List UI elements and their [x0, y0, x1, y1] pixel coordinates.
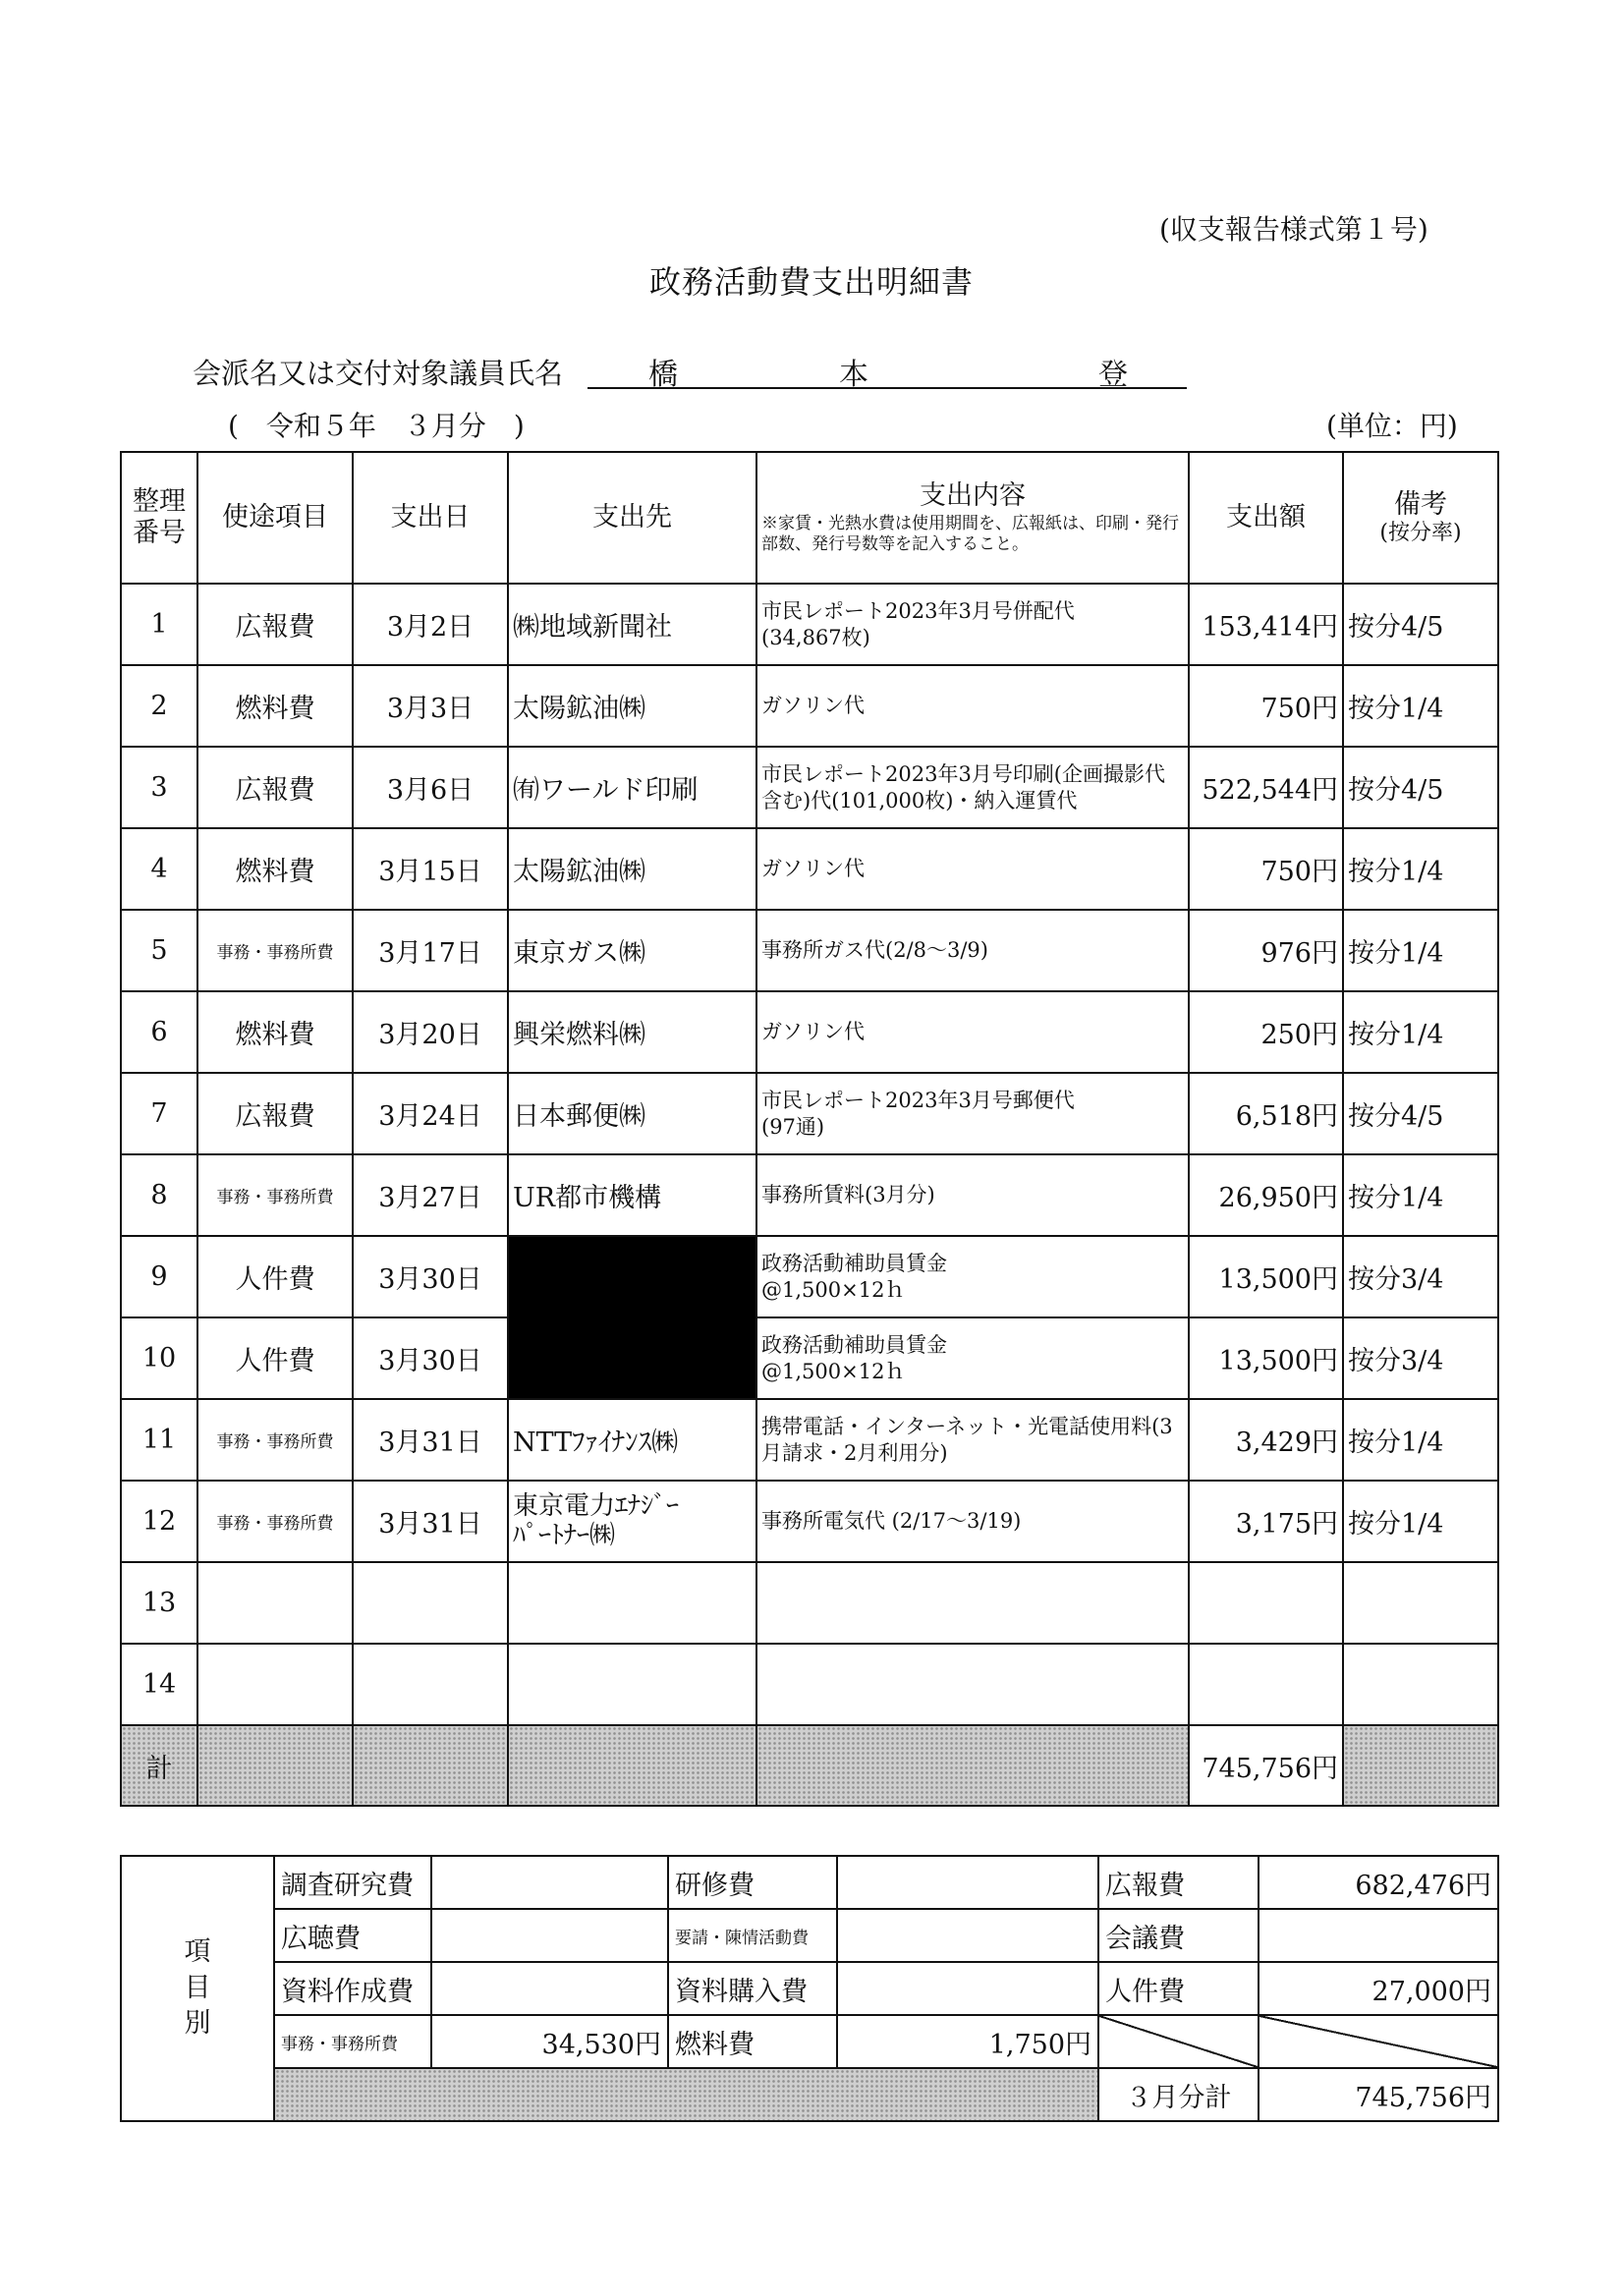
month-total-label: ３月分計 — [1098, 2068, 1259, 2121]
redacted-payee — [508, 1317, 756, 1399]
row-category: 事務・事務所費 — [197, 1154, 353, 1236]
row-payee: 太陽鉱油㈱ — [508, 665, 756, 747]
row-date: 3月30日 — [353, 1317, 508, 1399]
header-category: 使途項目 — [197, 452, 353, 584]
training-amount — [837, 1856, 1098, 1909]
header-content-title: 支出内容 — [920, 479, 1026, 511]
row-category: 燃料費 — [197, 828, 353, 910]
row-remarks: 按分3/4 — [1343, 1236, 1498, 1317]
row-payee: 東京電力ｴﾅｼﾞｰ ﾊﾟｰﾄﾅｰ㈱ — [508, 1481, 756, 1562]
row-category: 人件費 — [197, 1317, 353, 1399]
form-number: (収支報告様式第１号) — [1159, 213, 1428, 246]
summary-table — [120, 1855, 1499, 2122]
row-category: 人件費 — [197, 1236, 353, 1317]
row-amount: 6,518円 — [1189, 1073, 1343, 1154]
unit-label: (単位：円) — [1326, 410, 1458, 442]
row-category: 事務・事務所費 — [197, 910, 353, 991]
table-row — [121, 1073, 1498, 1154]
header-remarks — [1343, 452, 1498, 584]
summary-row — [121, 1962, 1498, 2015]
meeting-amount — [1259, 1909, 1498, 1962]
row-content: ガソリン代 — [756, 991, 1189, 1073]
row-payee: UR都市機構 — [508, 1154, 756, 1236]
pr-amount: 682,476円 — [1259, 1856, 1498, 1909]
row-amount: 3,429円 — [1189, 1399, 1343, 1481]
row-payee: 東京ガス㈱ — [508, 910, 756, 991]
materials-buy-label: 資料購入費 — [668, 1962, 837, 2015]
summary-row — [121, 1856, 1498, 1909]
row-number: 3 — [121, 747, 197, 828]
redacted-payee — [508, 1236, 756, 1317]
row-category — [197, 1562, 353, 1644]
row-date: 3月15日 — [353, 828, 508, 910]
materials-buy-amount — [837, 1962, 1098, 2015]
header-number: 整理番号 — [121, 452, 197, 584]
header-payee: 支出先 — [508, 452, 756, 584]
personnel-amount: 27,000円 — [1259, 1962, 1498, 2015]
office-label: 事務・事務所費 — [274, 2015, 431, 2068]
table-row — [121, 1154, 1498, 1236]
blank-slashed-cell — [1259, 2015, 1498, 2068]
hearing-label: 広聴費 — [274, 1909, 431, 1962]
row-content — [756, 1562, 1189, 1644]
row-amount: 13,500円 — [1189, 1236, 1343, 1317]
blank-slashed-cell — [1098, 2015, 1259, 2068]
table-row — [121, 910, 1498, 991]
row-category: 燃料費 — [197, 991, 353, 1073]
row-number: 9 — [121, 1236, 197, 1317]
table-row — [121, 747, 1498, 828]
pr-label: 広報費 — [1098, 1856, 1259, 1909]
total-label: 計 — [121, 1725, 197, 1806]
table-row — [121, 1562, 1498, 1644]
document-title: 政務活動費支出明細書 — [648, 263, 974, 301]
row-content: 政務活動補助員賃金 @1,500×12ｈ — [756, 1236, 1189, 1317]
materials-make-amount — [431, 1962, 668, 2015]
row-number: 5 — [121, 910, 197, 991]
row-content: 市民レポート2023年3月号郵便代 (97通) — [756, 1073, 1189, 1154]
member-name-part: 本 — [839, 358, 868, 392]
total-amount: 745,756円 — [1189, 1725, 1343, 1806]
row-date: 3月31日 — [353, 1481, 508, 1562]
table-header-row — [121, 452, 1498, 584]
row-number: 10 — [121, 1317, 197, 1399]
row-content: 事務所ガス代(2/8～3/9) — [756, 910, 1189, 991]
row-amount: 750円 — [1189, 665, 1343, 747]
row-remarks: 按分4/5 — [1343, 584, 1498, 665]
summary-row — [121, 2068, 1498, 2121]
member-name-part: 橋 — [648, 358, 678, 392]
row-number: 7 — [121, 1073, 197, 1154]
personnel-label: 人件費 — [1098, 1962, 1259, 2015]
shaded-cell — [756, 1725, 1189, 1806]
row-content: 携帯電話・インターネット・光電話使用料(3月請求・2月利用分) — [756, 1399, 1189, 1481]
research-amount — [431, 1856, 668, 1909]
row-date: 3月3日 — [353, 665, 508, 747]
row-date: 3月20日 — [353, 991, 508, 1073]
row-category: 広報費 — [197, 584, 353, 665]
row-amount: 250円 — [1189, 991, 1343, 1073]
row-remarks: 按分1/4 — [1343, 1154, 1498, 1236]
row-date: 3月31日 — [353, 1399, 508, 1481]
row-payee — [508, 1644, 756, 1725]
row-remarks: 按分1/4 — [1343, 828, 1498, 910]
member-name-underline — [588, 387, 1187, 389]
row-payee — [508, 1562, 756, 1644]
row-amount: 750円 — [1189, 828, 1343, 910]
row-remarks: 按分1/4 — [1343, 1481, 1498, 1562]
row-number: 8 — [121, 1154, 197, 1236]
row-amount: 976円 — [1189, 910, 1343, 991]
row-content: ガソリン代 — [756, 828, 1189, 910]
row-category: 広報費 — [197, 1073, 353, 1154]
header-remarks-title: 備考 — [1394, 488, 1447, 520]
row-remarks: 按分1/4 — [1343, 991, 1498, 1073]
row-payee: NTTﾌｧｲﾅﾝｽ㈱ — [508, 1399, 756, 1481]
row-number: 6 — [121, 991, 197, 1073]
row-date: 3月30日 — [353, 1236, 508, 1317]
row-number: 14 — [121, 1644, 197, 1725]
table-row — [121, 665, 1498, 747]
office-amount: 34,530円 — [431, 2015, 668, 2068]
header-content — [756, 452, 1189, 584]
header-amount: 支出額 — [1189, 452, 1343, 584]
table-row — [121, 1644, 1498, 1725]
row-amount: 522,544円 — [1189, 747, 1343, 828]
summary-side-label: 項 目 別 — [121, 1856, 274, 2121]
row-date: 3月24日 — [353, 1073, 508, 1154]
month-total-amount: 745,756円 — [1259, 2068, 1498, 2121]
row-amount: 3,175円 — [1189, 1481, 1343, 1562]
row-content: 市民レポート2023年3月号印刷(企画撮影代含む)代(101,000枚)・納入運賃代 — [756, 747, 1189, 828]
shaded-cell — [508, 1725, 756, 1806]
row-payee: ㈱地域新聞社 — [508, 584, 756, 665]
petition-amount — [837, 1909, 1098, 1962]
row-date: 3月17日 — [353, 910, 508, 991]
row-number: 13 — [121, 1562, 197, 1644]
row-date: 3月6日 — [353, 747, 508, 828]
row-payee: 日本郵便㈱ — [508, 1073, 756, 1154]
header-content-note: ※家賃・光熱水費は使用期間を、広報紙は、印刷・発行部数、発行号数等を記入すること。 — [761, 513, 1179, 555]
materials-make-label: 資料作成費 — [274, 1962, 431, 2015]
member-label: 会派名又は交付対象議員氏名 — [193, 357, 564, 390]
row-remarks: 按分3/4 — [1343, 1317, 1498, 1399]
total-row — [121, 1725, 1498, 1806]
table-row — [121, 1399, 1498, 1481]
row-amount: 13,500円 — [1189, 1317, 1343, 1399]
table-row — [121, 828, 1498, 910]
shaded-cell — [274, 2068, 1098, 2121]
row-number: 4 — [121, 828, 197, 910]
summary-row — [121, 1909, 1498, 1962]
row-number: 2 — [121, 665, 197, 747]
row-content: 市民レポート2023年3月号併配代 (34,867枚) — [756, 584, 1189, 665]
table-row — [121, 1236, 1498, 1317]
petition-label: 要請・陳情活動費 — [668, 1909, 837, 1962]
row-payee: ㈲ワールド印刷 — [508, 747, 756, 828]
row-category: 燃料費 — [197, 665, 353, 747]
row-content: 政務活動補助員賃金 @1,500×12ｈ — [756, 1317, 1189, 1399]
research-label: 調査研究費 — [274, 1856, 431, 1909]
row-payee: 太陽鉱油㈱ — [508, 828, 756, 910]
meeting-label: 会議費 — [1098, 1909, 1259, 1962]
member-name-part: 登 — [1098, 358, 1128, 392]
row-date — [353, 1562, 508, 1644]
row-date: 3月2日 — [353, 584, 508, 665]
fuel-label: 燃料費 — [668, 2015, 837, 2068]
row-remarks — [1343, 1562, 1498, 1644]
shaded-cell — [197, 1725, 353, 1806]
row-category: 事務・事務所費 — [197, 1481, 353, 1562]
row-date — [353, 1644, 508, 1725]
row-amount: 153,414円 — [1189, 584, 1343, 665]
row-content: 事務所電気代 (2/17～3/19) — [756, 1481, 1189, 1562]
row-category: 広報費 — [197, 747, 353, 828]
row-remarks — [1343, 1644, 1498, 1725]
training-label: 研修費 — [668, 1856, 837, 1909]
row-category — [197, 1644, 353, 1725]
row-content — [756, 1644, 1189, 1725]
shaded-cell — [1343, 1725, 1498, 1806]
row-amount — [1189, 1562, 1343, 1644]
row-number: 11 — [121, 1399, 197, 1481]
row-amount: 26,950円 — [1189, 1154, 1343, 1236]
row-remarks: 按分4/5 — [1343, 1073, 1498, 1154]
fuel-amount: 1,750円 — [837, 2015, 1098, 2068]
row-number: 12 — [121, 1481, 197, 1562]
row-date: 3月27日 — [353, 1154, 508, 1236]
row-remarks: 按分1/4 — [1343, 910, 1498, 991]
table-row — [121, 584, 1498, 665]
shaded-cell — [353, 1725, 508, 1806]
header-remarks-sub: (按分率) — [1379, 521, 1462, 545]
header-date: 支出日 — [353, 452, 508, 584]
row-amount — [1189, 1644, 1343, 1725]
row-remarks: 按分4/5 — [1343, 747, 1498, 828]
row-content: ガソリン代 — [756, 665, 1189, 747]
table-row — [121, 1317, 1498, 1399]
row-payee: 興栄燃料㈱ — [508, 991, 756, 1073]
row-content: 事務所賃料(3月分) — [756, 1154, 1189, 1236]
expenditure-table — [120, 451, 1499, 1807]
row-remarks: 按分1/4 — [1343, 1399, 1498, 1481]
row-category: 事務・事務所費 — [197, 1399, 353, 1481]
table-row — [121, 991, 1498, 1073]
hearing-amount — [431, 1909, 668, 1962]
period: ( 令和５年 ３月分 ) — [228, 410, 525, 442]
table-row — [121, 1481, 1498, 1562]
summary-row — [121, 2015, 1498, 2068]
row-number: 1 — [121, 584, 197, 665]
row-remarks: 按分1/4 — [1343, 665, 1498, 747]
